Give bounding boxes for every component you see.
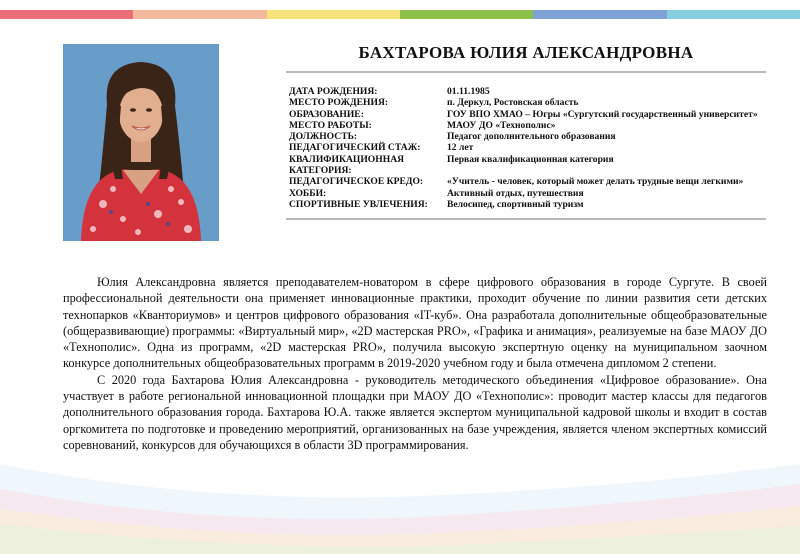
info-value: 01.11.1985: [447, 86, 490, 97]
info-value: [447, 165, 769, 176]
info-row-qualification: [289, 154, 769, 165]
info-row-workplace: [289, 120, 769, 131]
bio-paragraph: Юлия Александровна является преподавателем-новатором в сфере цифрового образования в городе Сургуте. В своей профессиональной деятельности она применяет инновационные практики, проходит обучение по линии развития сети детских технопарков «Кванториумов» и центров цифрового образования «IT-куб». Она разработала дополнительные общеобразовательные (общеразвивающие) программы: «Виртуальный мир», «2D мастерская PRO», «Графика и анимация», реализуемые на базе МАОУ ДО «Технополис». Одна из программ, «2D мастерская PRO», получила высокую экспертную оценку на муниципальном заочном конкурсе дополнительных общеобразовательных программ в 2019-2020 учебном году и была отмечена дипломом 2 степени.: [63, 275, 767, 371]
header-divider-bottom: [286, 218, 766, 220]
info-label: ДАТА РОЖДЕНИЯ:: [289, 86, 378, 97]
info-value: Первая квалификационная категория: [447, 153, 614, 165]
info-row-sports: [289, 199, 769, 210]
biography-text: [63, 274, 767, 453]
stripe-green: [400, 10, 533, 19]
info-label: ОБРАЗОВАНИЕ:: [289, 108, 364, 120]
info-label: СПОРТИВНЫЕ УВЛЕЧЕНИЯ:: [289, 198, 428, 210]
info-label: КАТЕГОРИЯ:: [289, 165, 352, 177]
info-value: 12 лет: [447, 142, 474, 154]
stripe-blue: [533, 10, 666, 19]
info-value: Педагог дополнительного образования: [447, 131, 616, 143]
stripe-red: [0, 10, 133, 19]
decorative-waves: [0, 434, 800, 554]
info-label: МЕСТО РОЖДЕНИЯ:: [289, 97, 389, 109]
stripe-peach: [133, 10, 266, 19]
info-value: «Учитель - человек, который может делать трудные вещи легкими»: [447, 176, 744, 188]
info-label: ДОЛЖНОСТЬ:: [289, 131, 358, 143]
person-name: БАХТАРОВА ЮЛИЯ АЛЕКСАНДРОВНА: [358, 43, 694, 62]
info-row-position: [289, 131, 769, 142]
color-stripe-bar: [0, 10, 800, 19]
header-divider-top: [286, 71, 766, 73]
info-label: КВАЛИФИКАЦИОННАЯ: [289, 153, 405, 165]
info-label: ПЕДАГОГИЧЕСКИЙ СТАЖ:: [289, 142, 421, 154]
bio-paragraph: С 2020 года Бахтарова Юлия Александровна - руководитель методического объединения «Цифровое образование». Она участвует в работе региональной инновационной площадки при МАОУ ДО «Технополис»: проводит мастер классы для педагогов дополнительного образования города. Бахтарова Ю.А. также является экспертом муниципальной кадровой школы и входит в состав оргкомитета по подготовке и проведению мероприятий, организованных на базе учреждения, является членом экспертных комиссий соревнований, конкурсов для обучающихся в области 3D программирования.: [63, 372, 767, 452]
info-label: ПЕДАГОГИЧЕСКОЕ КРЕДО:: [289, 176, 424, 188]
info-row-education: [289, 109, 769, 120]
stripe-yellow: [267, 10, 400, 19]
info-row-credo: [289, 176, 769, 187]
stripe-cyan: [667, 10, 800, 19]
info-value: ГОУ ВПО ХМАО – Югры «Сургутский государственный университет»: [447, 108, 758, 120]
info-value: Активный отдых, путешествия: [447, 187, 584, 199]
info-value: п. Деркул, Ростовская область: [447, 97, 579, 109]
info-label: ХОББИ:: [289, 187, 327, 199]
info-row-birth-date: [289, 86, 769, 97]
info-row-hobby: [289, 188, 769, 199]
personal-info-table: [289, 86, 769, 210]
info-value: Велосипед, спортивный туризм: [447, 198, 584, 210]
info-row-birth-place: [289, 97, 769, 108]
info-row-qualification-cont: [289, 165, 769, 176]
info-value: МАОУ ДО «Технополис»: [447, 119, 556, 131]
info-row-experience: [289, 142, 769, 153]
info-label: МЕСТО РАБОТЫ:: [289, 119, 372, 131]
portrait-photo: [63, 44, 219, 241]
